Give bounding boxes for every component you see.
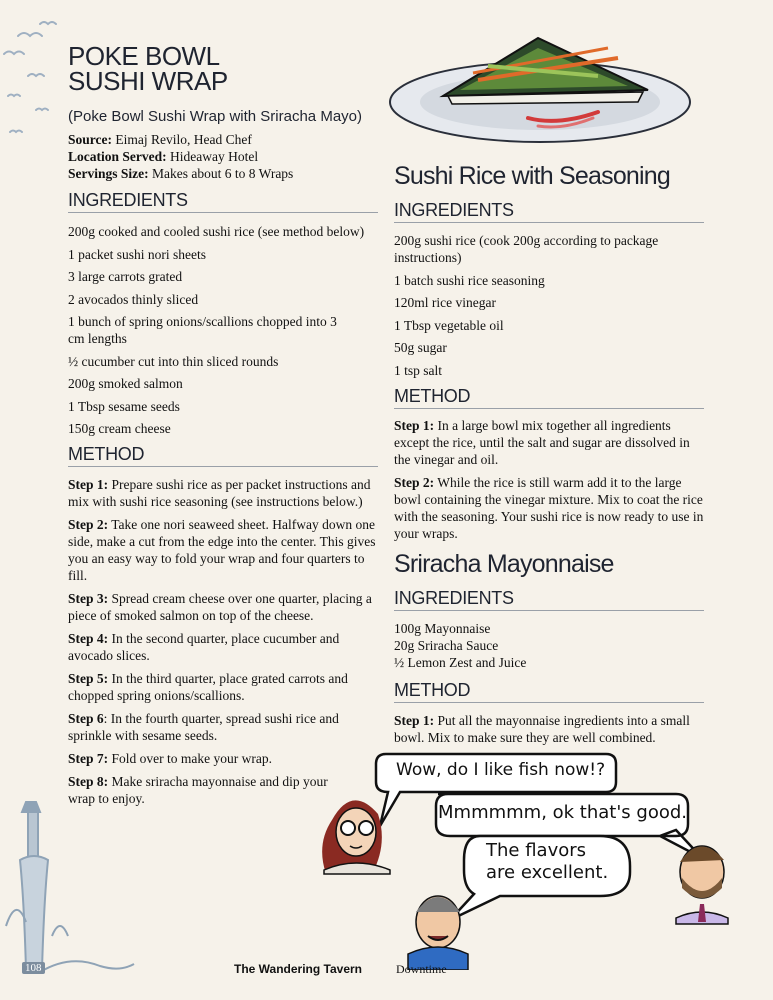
footer-chapter: Downtime	[396, 962, 447, 976]
step-3: Step 3: Spread cream cheese over one quarter, placing a piece of smoked salmon on top of the cheese.	[68, 591, 372, 623]
recipe-title	[68, 41, 368, 96]
recipe-title-line2: SUSHI WRAP	[68, 66, 228, 96]
mayo-step-1: Step 1: Put all the mayonnaise ingredients into a small bowl. Mix to make sure they are well combined.	[394, 713, 690, 745]
speech-bubble-3-line1: The flavors	[486, 840, 587, 861]
woman-character	[322, 800, 390, 874]
step-6: Step 6: In the fourth quarter, spread sushi rice and sprinkle with sesame seeds.	[68, 711, 339, 743]
rice-step-2: Step 2: While the rice is still warm add it to the large bowl containing the vinegar mixture. Mix to coat the rice with the seasoning. Your sushi rice is now ready to use in your wraps.	[394, 475, 704, 541]
rice-ingredients-heading: INGREDIENTS	[394, 200, 704, 223]
bald-man-character	[408, 896, 468, 970]
list-item: ½ Lemon Zest and Juice	[394, 655, 527, 670]
list-item: 200g sushi rice (cook 200g according to package instructions)	[394, 233, 659, 265]
ingredients-heading: INGREDIENTS	[68, 190, 378, 213]
page-number: 108	[22, 962, 45, 974]
meta-location: Location Served: Hideaway Hotel	[68, 149, 259, 164]
list-item: 1 Tbsp sesame seeds	[68, 398, 180, 414]
rice-title: Sushi Rice with Seasoning	[394, 162, 670, 190]
method-heading: METHOD	[68, 444, 378, 467]
ingredients-list	[68, 223, 378, 443]
mayo-title: Sriracha Mayonnaise	[394, 550, 614, 578]
step-5: Step 5: In the third quarter, place grated carrots and chopped spring onions/scallions.	[68, 671, 348, 703]
mayo-method-heading: METHOD	[394, 680, 704, 703]
step-4: Step 4: In the second quarter, place cucumber and avocado slices.	[68, 631, 340, 663]
rice-method-steps	[394, 417, 704, 548]
bearded-man-character	[676, 846, 728, 924]
list-item: 1 bunch of spring onions/scallions chopped into 3 cm lengths	[68, 314, 337, 346]
speech-bubble-2-text: Mmmmmm, ok that's good.	[438, 802, 688, 823]
list-item: 200g cooked and cooled sushi rice (see method below)	[68, 224, 365, 239]
birds-decoration	[0, 14, 70, 154]
list-item: 1 Tbsp vegetable oil	[394, 317, 504, 333]
sushi-wrap-illustration	[388, 18, 698, 148]
step-7: Step 7: Fold over to make your wrap.	[68, 751, 272, 766]
meta-source: Source: Eimaj Revilo, Head Chef	[68, 132, 252, 147]
step-2: Step 2: Take one nori seaweed sheet. Halfway down one side, make a cut from the edge into the center. This gives you an easy way to fold your wrap and four quarters to fill.	[68, 517, 376, 583]
mayo-ingredients-heading: INGREDIENTS	[394, 588, 704, 611]
list-item: ½ cucumber cut into thin sliced rounds	[68, 353, 279, 369]
list-item: 3 large carrots grated	[68, 269, 183, 284]
speech-bubble-3-text	[486, 840, 608, 884]
speech-bubble-3-line2: are excellent.	[486, 862, 609, 883]
speech-bubble-1-text: Wow, do I like fish now!?	[396, 760, 606, 780]
list-item: 2 avocados thinly sliced	[68, 291, 199, 307]
rice-ingredients-list	[394, 232, 699, 384]
rice-method-heading: METHOD	[394, 386, 704, 409]
rice-step-1: Step 1: In a large bowl mix together all ingredients except the rice, until the salt and sugar are dissolved in the vinegar and oil.	[394, 418, 690, 467]
step-1: Step 1: Prepare sushi rice as per packet instructions and mix with sushi rice seasoning (see instructions below.)	[68, 477, 371, 509]
footer-book-title: The Wandering Tavern	[234, 962, 363, 976]
list-item: 120ml rice vinegar	[394, 295, 496, 310]
mayo-ingredients-list	[394, 620, 699, 671]
list-item: 150g cream cheese	[68, 421, 171, 436]
list-item: 1 tsp salt	[394, 362, 443, 378]
list-item: 200g smoked salmon	[68, 376, 183, 391]
recipe-subtitle: (Poke Bowl Sushi Wrap with Sriracha Mayo)	[68, 108, 362, 125]
tower-decoration	[0, 796, 140, 980]
meta-servings: Servings Size: Makes about 6 to 8 Wraps	[68, 166, 294, 181]
recipe-meta	[68, 131, 378, 182]
list-item: 1 packet sushi nori sheets	[68, 246, 206, 262]
list-item: 1 batch sushi rice seasoning	[394, 272, 545, 288]
step-8: Step 8: Make sriracha mayonnaise and dip your wrap to enjoy.	[68, 774, 328, 806]
list-item: 20g Sriracha Sauce	[394, 638, 499, 653]
mayo-method-steps	[394, 712, 704, 752]
list-item: 100g Mayonnaise	[394, 621, 491, 636]
list-item: 50g sugar	[394, 340, 447, 355]
recipe-title-line1: POKE BOWL	[68, 41, 220, 71]
